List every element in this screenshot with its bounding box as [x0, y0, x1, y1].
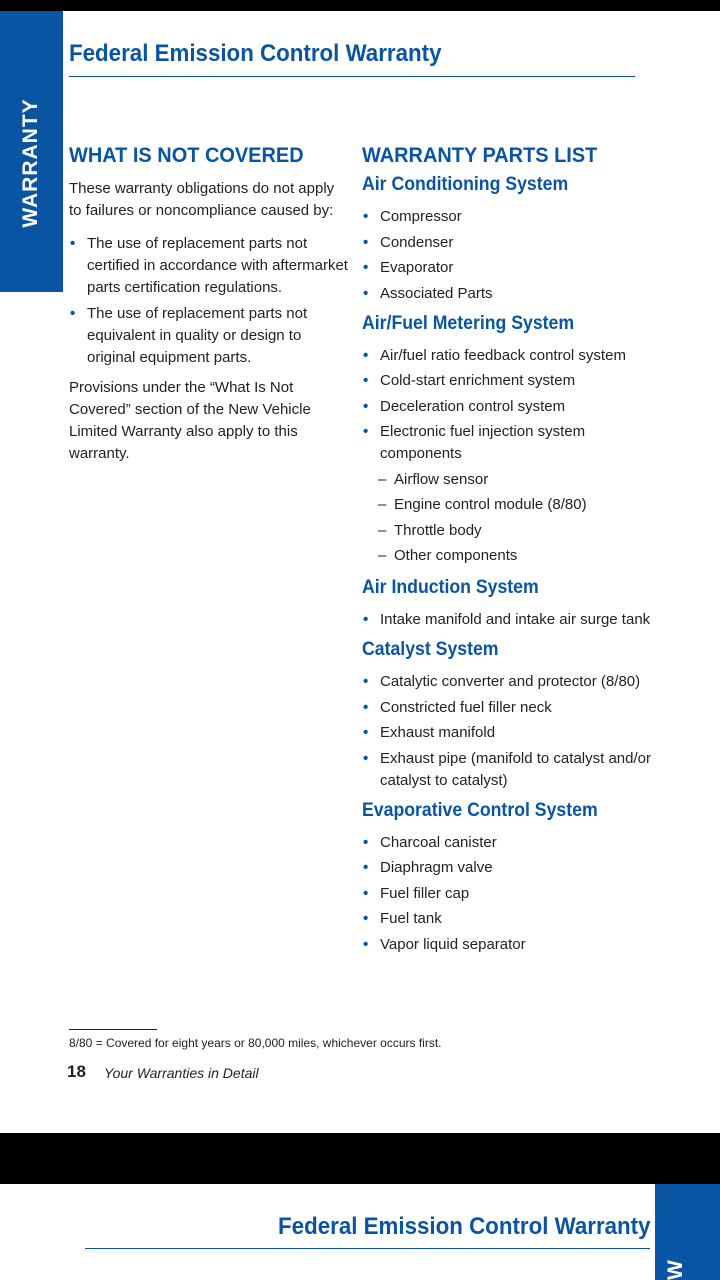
- bullet-icon: •: [363, 749, 369, 767]
- evaporative-control-list: [362, 832, 652, 956]
- list-item: • Electronic fuel injection system components: [363, 423, 586, 462]
- section-title-air-conditioning: Air Conditioning System: [362, 174, 569, 195]
- list-item: • Constricted fuel filler neck: [362, 697, 652, 719]
- bullet-icon: •: [363, 611, 369, 628]
- list-item: • Deceleration control system: [362, 396, 652, 418]
- list-item: • Fuel filler cap: [362, 883, 652, 905]
- list-item: • Air/fuel ratio feedback control system: [362, 345, 652, 367]
- sub-list-item: – Airflow sensor: [362, 469, 652, 491]
- fuel-injection-sublist: [362, 469, 652, 568]
- bullet-icon: •: [363, 397, 369, 415]
- bullet-icon: •: [363, 423, 369, 440]
- provisions-paragraph: Provisions under the “What Is Not Covered” section of the New Vehicle Limited Warranty also apply to this warranty.: [69, 378, 311, 462]
- bullet-icon: •: [363, 884, 369, 902]
- bullet-icon: •: [363, 673, 369, 690]
- section-title-air-fuel-metering: Air/Fuel Metering System: [362, 312, 575, 334]
- section-title-evaporative-control: Evaporative Control System: [362, 799, 598, 821]
- bullet-icon: •: [363, 724, 369, 741]
- not-covered-intro: These warranty obligations do not apply to failures or noncompliance caused by:: [69, 180, 335, 219]
- bullet-icon: •: [363, 372, 369, 389]
- top-black-bar: [0, 0, 720, 11]
- bullet-icon: •: [363, 698, 369, 716]
- list-item: • Cold-start enrichment system: [362, 370, 652, 392]
- page-title: Federal Emission Control Warranty: [69, 40, 442, 67]
- bullet-icon: •: [363, 259, 369, 276]
- catalyst-list: [362, 671, 652, 792]
- parts-list-column: [362, 144, 652, 964]
- bullet-icon: •: [363, 284, 369, 302]
- section-title-catalyst: Catalyst System: [362, 639, 499, 660]
- list-item: • Exhaust manifold: [362, 722, 652, 744]
- list-item: • Evaporator: [362, 257, 652, 279]
- parts-list-heading: WARRANTY PARTS LIST: [362, 144, 598, 167]
- title-divider: [69, 76, 635, 77]
- sub-list-item: – Throttle body: [362, 520, 652, 542]
- air-conditioning-list: [362, 206, 652, 305]
- bullet-icon: •: [363, 346, 369, 364]
- bullet-icon: •: [363, 208, 369, 225]
- bullet-icon: •: [70, 235, 76, 252]
- list-item: • The use of replacement parts not certified in accordance with aftermarket parts certification regulations.: [70, 235, 348, 296]
- bullet-icon: •: [363, 935, 369, 953]
- air-fuel-metering-list: [362, 345, 652, 466]
- not-covered-column: [69, 144, 349, 476]
- page-caption: Your Warranties in Detail: [104, 1065, 259, 1081]
- list-item: • Compressor: [362, 206, 652, 228]
- warranty-side-tab: [0, 11, 63, 292]
- bullet-icon: •: [363, 859, 369, 876]
- bullet-icon: •: [363, 233, 369, 251]
- next-page-title: Federal Emission Control Warranty: [278, 1213, 651, 1240]
- bullet-icon: •: [363, 910, 369, 927]
- side-tab-label: WARRANTY: [19, 98, 42, 228]
- list-item: • Exhaust pipe (manifold to catalyst and/or catalyst to catalyst): [363, 749, 651, 789]
- list-item: • Fuel tank: [362, 908, 652, 930]
- bullet-icon: •: [363, 833, 369, 851]
- dash-icon: –: [378, 521, 387, 539]
- next-page-side-tab-label: W: [664, 1260, 687, 1280]
- sub-list-item: – Engine control module (8/80): [362, 494, 652, 516]
- page-number: 18: [67, 1062, 86, 1081]
- list-item: • The use of replacement parts not equivalent in quality or design to original equipment parts.: [70, 304, 308, 366]
- page-separator-bar: [0, 1133, 720, 1184]
- list-item: • Intake manifold and intake air surge tank: [362, 609, 652, 631]
- not-covered-list: [69, 233, 349, 369]
- next-page-title-divider: [85, 1248, 650, 1249]
- footnote: 8/80 = Covered for eight years or 80,000 miles, whichever occurs first.: [69, 1036, 442, 1050]
- list-item: • Vapor liquid separator: [362, 934, 652, 956]
- dash-icon: –: [378, 470, 387, 488]
- bullet-icon: •: [70, 304, 76, 322]
- list-item: • Diaphragm valve: [362, 857, 652, 879]
- sub-list-item: – Other components: [362, 545, 652, 567]
- not-covered-heading: WHAT IS NOT COVERED: [69, 144, 304, 167]
- section-title-air-induction: Air Induction System: [362, 577, 539, 598]
- footnote-divider: [69, 1029, 157, 1030]
- air-induction-list: [362, 609, 652, 631]
- list-item: • Associated Parts: [362, 283, 652, 305]
- dash-icon: –: [378, 496, 387, 513]
- dash-icon: –: [378, 547, 387, 564]
- list-item: • Charcoal canister: [362, 832, 652, 854]
- list-item: • Catalytic converter and protector (8/80): [362, 671, 652, 693]
- list-item: • Condenser: [362, 232, 652, 254]
